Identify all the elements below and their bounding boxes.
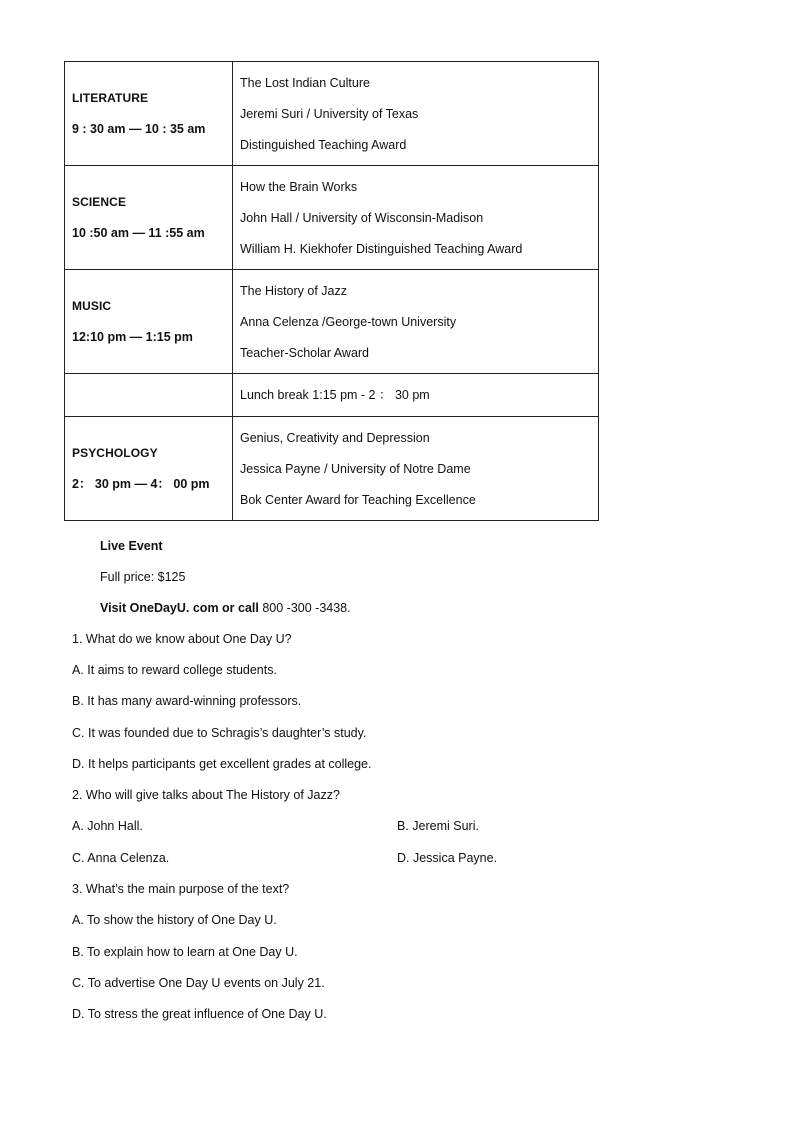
subject-time: 9 : 30 am — 10 : 35 am: [72, 122, 206, 136]
subject-cell: [65, 166, 233, 270]
live-event-price: Full price: $125: [100, 569, 186, 584]
live-event-block: [100, 530, 351, 623]
empty-subject-cell: [65, 374, 233, 417]
subject-time: 10 :50 am — 11 :55 am: [72, 226, 205, 240]
question-2-option-b: B. Jeremi Suri.: [397, 819, 479, 834]
question-2-options-row-2: [72, 842, 722, 873]
question-1-option-d: D. It helps participants get excellent grades at college.: [72, 756, 372, 771]
question-3: 3. What’s the main purpose of the text?: [72, 882, 290, 897]
question-1-option-b: B. It has many award-winning professors.: [72, 694, 302, 709]
visit-website-text: Visit OneDayU. com or call: [100, 600, 259, 615]
question-2-option-a: A. John Hall.: [72, 819, 143, 834]
lecture-title: Genius, Creativity and Depression: [240, 430, 430, 445]
subject-name: SCIENCE: [72, 195, 127, 209]
subject-name: LITERATURE: [72, 91, 149, 105]
subject-time: 12:10 pm — 1:15 pm: [72, 330, 193, 344]
lecture-speaker: Jeremi Suri / University of Texas: [240, 106, 419, 121]
question-1: 1. What do we know about One Day U?: [72, 631, 292, 646]
lecture-award: William H. Kiekhofer Distinguished Teaching Award: [240, 241, 523, 256]
lecture-speaker: Anna Celenza /George-town University: [240, 314, 457, 329]
subject-name: MUSIC: [72, 299, 112, 313]
question-1-option-c: C. It was founded due to Schragis’s daughter’s study.: [72, 725, 367, 740]
question-2-option-d: D. Jessica Payne.: [397, 850, 498, 865]
question-3-option-c: C. To advertise One Day U events on July 21.: [72, 975, 325, 990]
live-event-contact: [100, 592, 351, 623]
subject-cell: [65, 417, 233, 521]
lecture-title: How the Brain Works: [240, 179, 358, 194]
lecture-speaker: Jessica Payne / University of Notre Dame: [240, 461, 471, 476]
schedule-row-music: [65, 270, 599, 374]
lecture-cell: [233, 62, 599, 166]
lecture-award: Teacher-Scholar Award: [240, 345, 370, 360]
lecture-title: The History of Jazz: [240, 283, 347, 298]
phone-number: 800 -300 -3438.: [258, 600, 351, 615]
question-2-options-row-1: [72, 811, 722, 842]
subject-cell: [65, 270, 233, 374]
question-2-option-c: C. Anna Celenza.: [72, 850, 170, 865]
question-2: 2. Who will give talks about The History of Jazz?: [72, 788, 340, 803]
schedule-row-lunch: [65, 374, 599, 417]
question-1-option-a: A. It aims to reward college students.: [72, 662, 277, 677]
lecture-cell: [233, 270, 599, 374]
live-event-heading: Live Event: [100, 538, 163, 553]
question-3-option-d: D. To stress the great influence of One Day U.: [72, 1007, 327, 1022]
question-3-option-a: A. To show the history of One Day U.: [72, 913, 277, 928]
subject-cell: [65, 62, 233, 166]
lunch-break-text: Lunch break 1:15 pm - 2 ： 30 pm: [240, 388, 430, 402]
schedule-table: [64, 61, 599, 521]
lecture-cell: [233, 417, 599, 521]
schedule-row-literature: [65, 62, 599, 166]
schedule-row-psychology: [65, 417, 599, 521]
lecture-cell: [233, 166, 599, 270]
subject-name: PSYCHOLOGY: [72, 446, 158, 460]
questions-section: [72, 623, 722, 1030]
subject-time: 2： 30 pm — 4： 00 pm: [72, 477, 210, 491]
lecture-speaker: John Hall / University of Wisconsin-Madison: [240, 210, 484, 225]
lecture-award: Distinguished Teaching Award: [240, 137, 407, 152]
question-3-option-b: B. To explain how to learn at One Day U.: [72, 944, 298, 959]
lunch-cell: [233, 374, 599, 417]
schedule-row-science: [65, 166, 599, 270]
lecture-award: Bok Center Award for Teaching Excellence: [240, 492, 476, 507]
lecture-title: The Lost Indian Culture: [240, 75, 370, 90]
